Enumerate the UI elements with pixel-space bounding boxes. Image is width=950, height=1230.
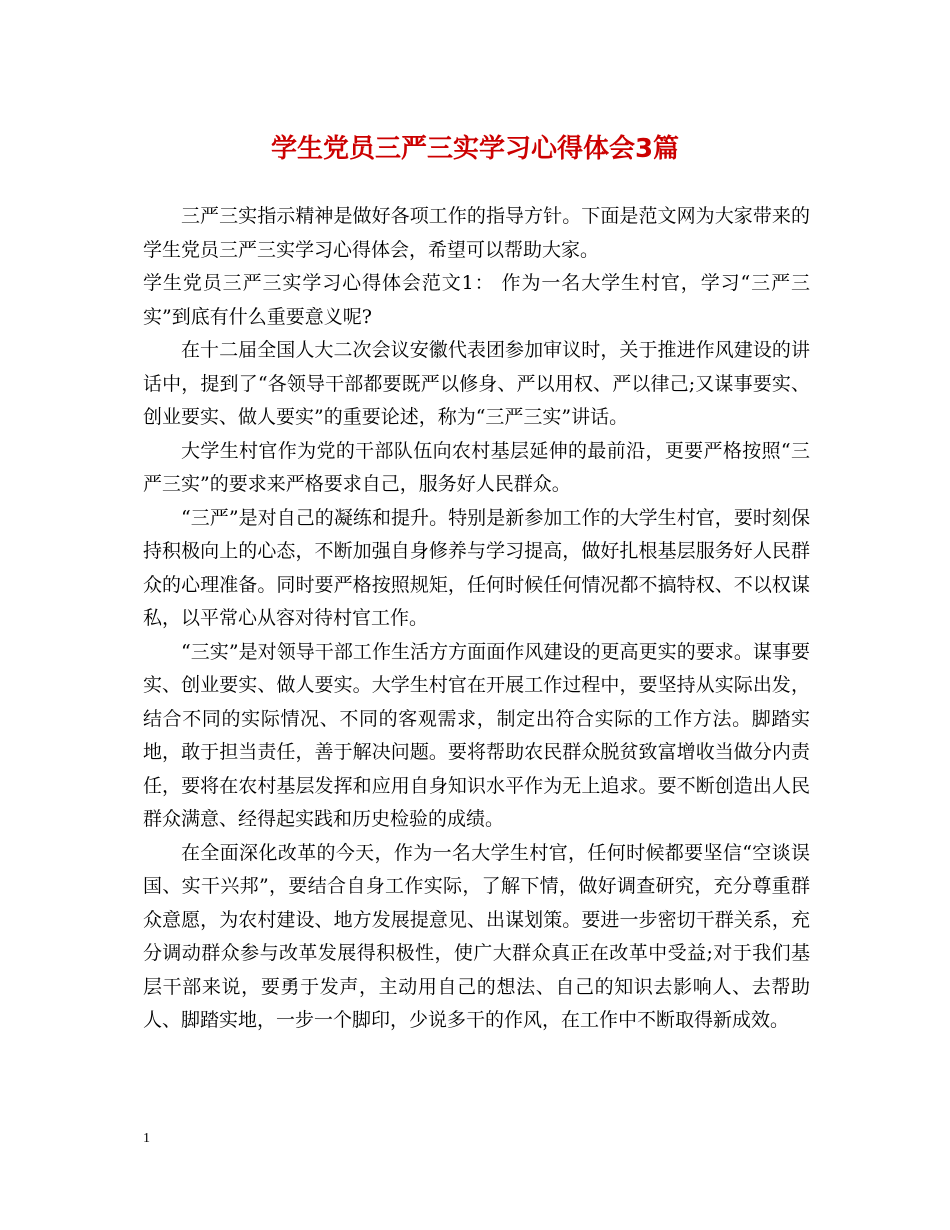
page-number: 1: [143, 1131, 150, 1146]
essay-heading-paragraph: 学生党员三严三实学习心得体会范文1： 作为一名大学生村官，学习“三严三实”到底有什么重要意义呢?: [143, 272, 810, 328]
body-paragraph: “三严”是对自己的凝练和提升。特别是新参加工作的大学生村官，要时刻保持积极向上的心态，不断加强自身修养与学习提高，做好扎根基层服务好人民群众的心理准备。同时要严格按照规矩，任何时候任何情况都不搞特权、不以权谋私，以平常心从容对待村官工作。: [143, 506, 810, 629]
body-paragraph: 大学生村官作为党的干部队伍向农村基层延伸的最前沿，更要严格按照“三严三实”的要求来严格要求自己，服务好人民群众。: [143, 439, 810, 495]
intro-paragraph: 三严三实指示精神是做好各项工作的指导方针。下面是范文网为大家带来的学生党员三严三实学习心得体会，希望可以帮助大家。: [143, 205, 810, 261]
body-paragraph: “三实”是对领导干部工作生活方方面面作风建设的更高更实的要求。谋事要实、创业要实、做人要实。大学生村官在开展工作过程中，要坚持从实际出发，结合不同的实际情况、不同的客观需求，制定出符合实际的工作方法。脚踏实地，敢于担当责任，善于解决问题。要将帮助农民群众脱贫致富增收当做分内责任，要将在农村基层发挥和应用自身知识水平作为无上追求。要不断创造出人民群众满意、经得起实践和历史检验的成绩。: [143, 640, 810, 830]
body-paragraph: 在全面深化改革的今天，作为一名大学生村官，任何时候都要坚信“空谈误国、实干兴邦”，要结合自身工作实际，了解下情，做好调查研究，充分尊重群众意愿，为农村建设、地方发展提意见、出谋划策。要进一步密切干群关系，充分调动群众参与改革发展得积极性，使广大群众真正在改革中受益;对于我们基层干部来说，要勇于发声，主动用自己的想法、自己的知识去影响人、去帮助人、脚踏实地，一步一个脚印，少说多干的作风，在工作中不断取得新成效。: [143, 841, 810, 1031]
document-title: 学生党员三严三实学习心得体会3篇: [270, 134, 680, 164]
body-paragraph: 在十二届全国人大二次会议安徽代表团参加审议时，关于推进作风建设的讲话中，提到了“各领导干部都要既严以修身、严以用权、严以律己;又谋事要实、创业要实、做人要实”的重要论述，称为“三严三实”讲话。: [143, 339, 810, 428]
document-body: [143, 200, 810, 1038]
